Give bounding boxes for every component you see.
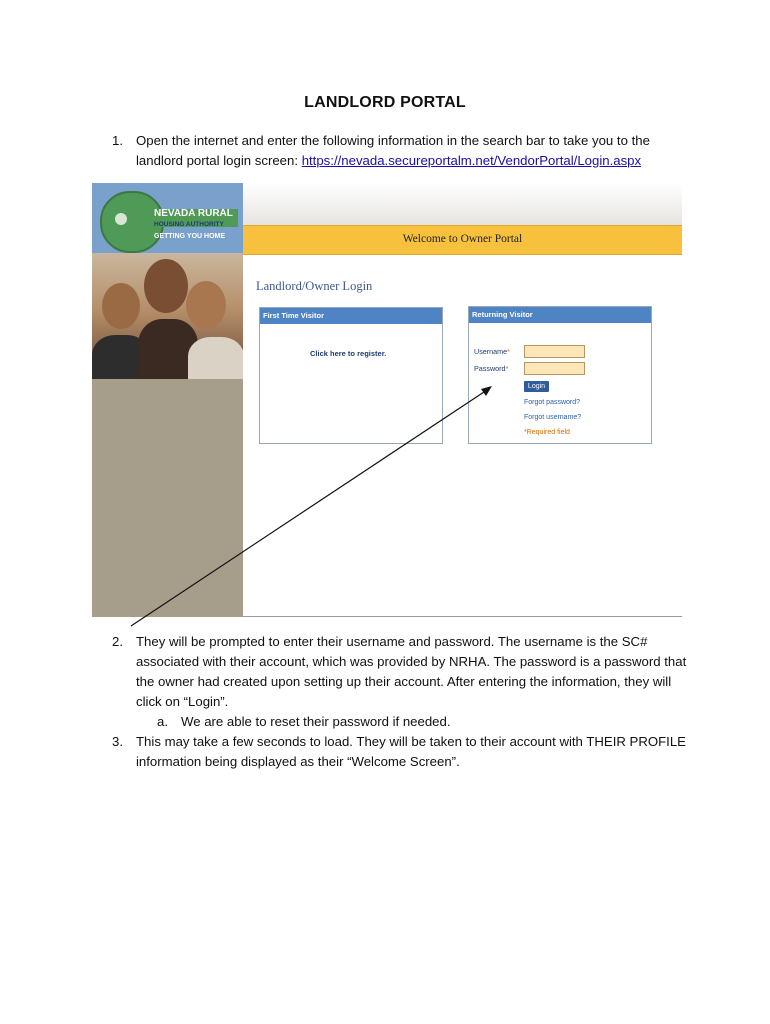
login-button[interactable]: Login bbox=[524, 381, 549, 392]
portal-url-link[interactable]: https://nevada.secureportalm.net/VendorPortal/Login.aspx bbox=[301, 153, 642, 168]
document-title: LANDLORD PORTAL bbox=[304, 94, 466, 111]
step-3-number: 3. bbox=[112, 734, 123, 749]
logo-line-2: HOUSING AUTHORITY bbox=[154, 221, 224, 228]
step-3-line-2: information being displayed as their “Welcome Screen”. bbox=[136, 754, 460, 769]
password-label: Password* bbox=[474, 364, 509, 373]
step-1-number: 1. bbox=[112, 133, 123, 148]
forgot-username-link[interactable]: Forgot username? bbox=[524, 414, 582, 421]
step-2-line-2: associated with their account, which was provided by NRHA. The password is a password that bbox=[136, 654, 687, 669]
logo-line-1: NEVADA RURAL bbox=[154, 208, 233, 219]
logo-line-3: GETTING YOU HOME bbox=[154, 233, 226, 240]
step-2-line-1: They will be prompted to enter their username and password. The username is the SC# bbox=[136, 634, 648, 649]
forgot-password-link[interactable]: Forgot password? bbox=[524, 399, 581, 406]
step-2a-letter: a. bbox=[157, 714, 168, 729]
first-time-visitor-header: First Time Visitor bbox=[260, 308, 442, 324]
username-label: Username* bbox=[474, 347, 510, 356]
step-2 bbox=[112, 632, 712, 716]
step-1-line-2-prefix: landlord portal login screen: bbox=[136, 153, 299, 168]
step-2a-text: We are able to reset their password if needed. bbox=[181, 714, 451, 729]
step-1-line-1: Open the internet and enter the following information in the search bar to take you to the bbox=[136, 133, 650, 148]
required-field-note: *Required field bbox=[524, 429, 570, 436]
register-link[interactable]: Click here to register. bbox=[310, 349, 387, 358]
step-2-number: 2. bbox=[112, 634, 123, 649]
step-3-line-1: This may take a few seconds to load. They will be taken to their account with THEIR PROFILE bbox=[136, 734, 686, 749]
step-2-line-4: click on “Login”. bbox=[136, 694, 229, 709]
login-heading: Landlord/Owner Login bbox=[256, 279, 373, 293]
welcome-text: Welcome to Owner Portal bbox=[402, 233, 523, 245]
step-2a bbox=[157, 712, 657, 732]
step-3 bbox=[112, 732, 712, 774]
step-2-line-3: the owner had created upon setting up their account. After entering the information, they will bbox=[136, 674, 672, 689]
returning-visitor-header: Returning Visitor bbox=[469, 307, 651, 323]
